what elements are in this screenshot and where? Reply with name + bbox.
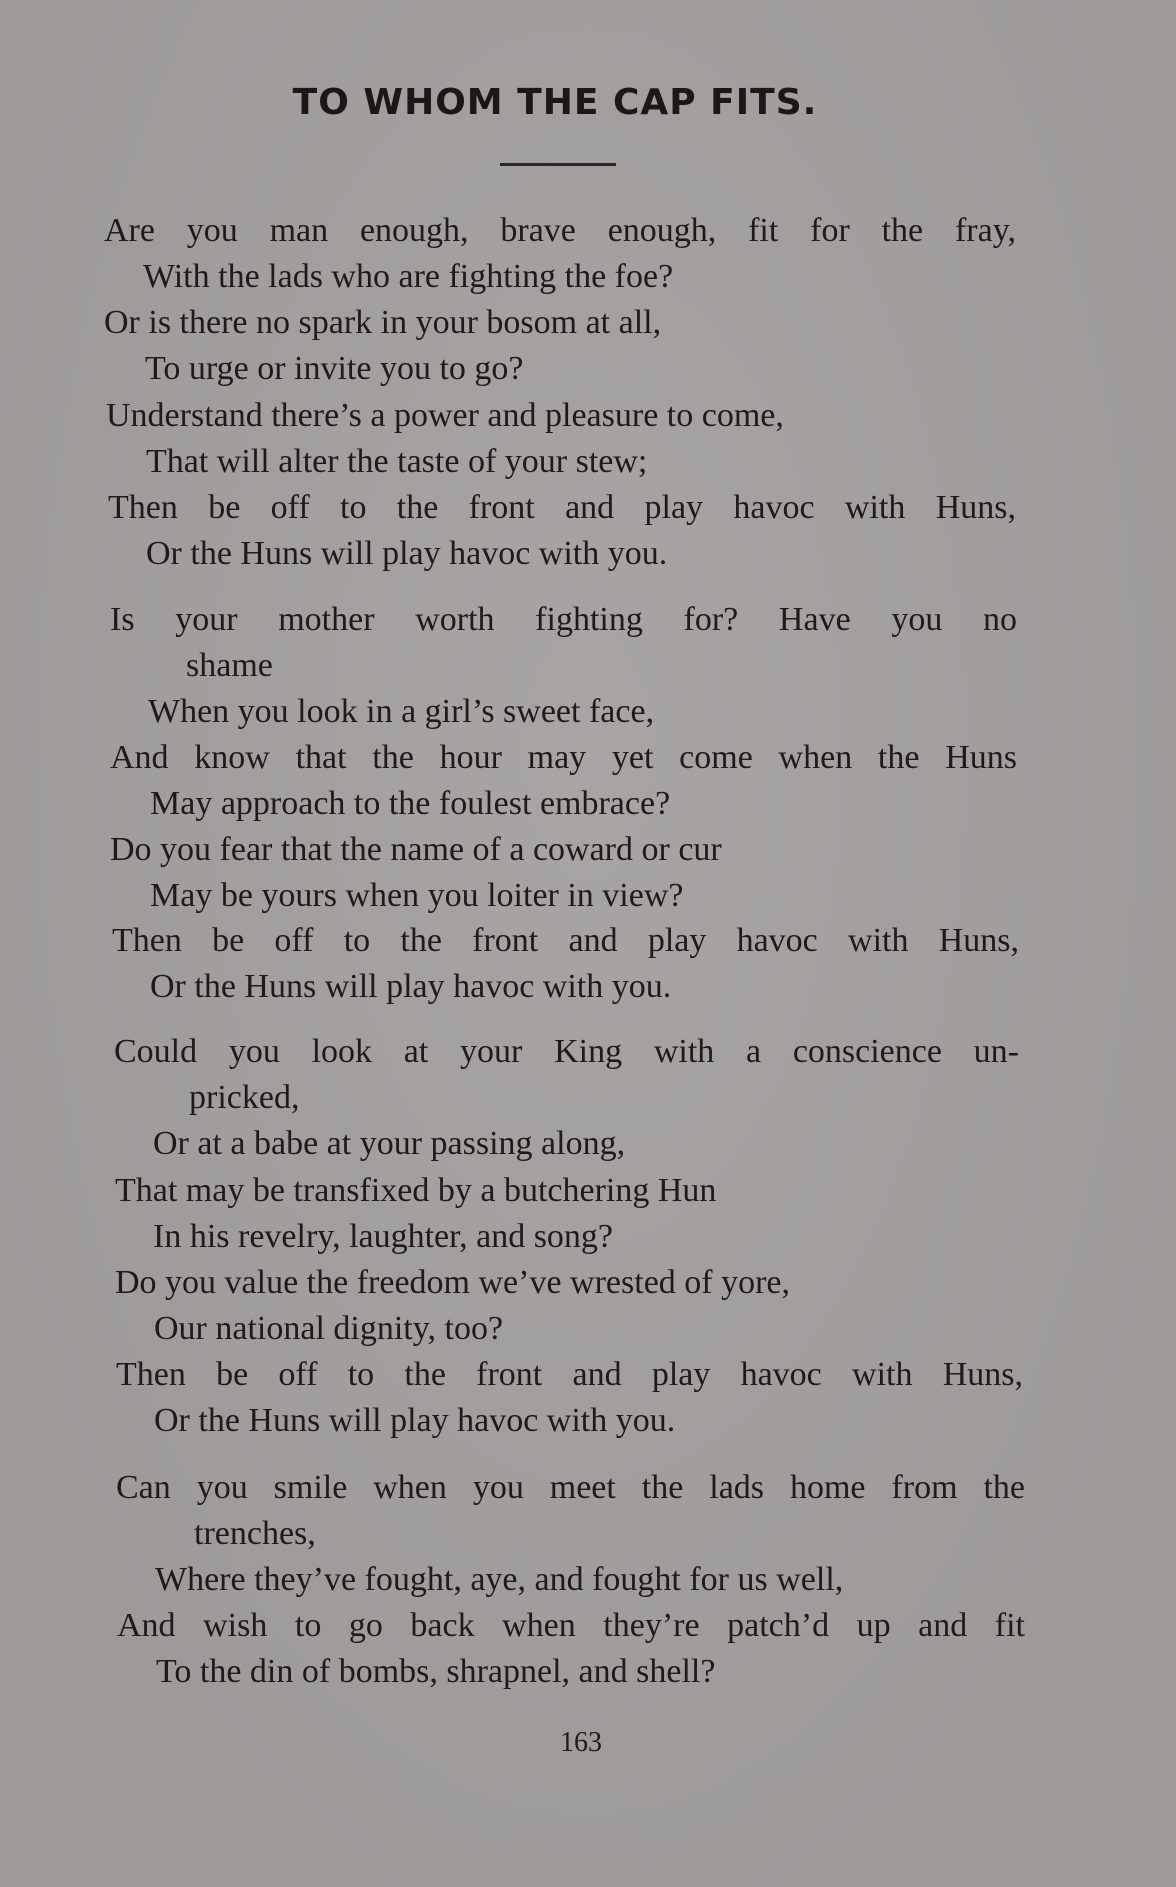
poem-line: Do you fear that the name of a coward or cur — [110, 831, 722, 868]
poem-line: Could you look at your King with a conscience un- — [114, 1033, 1019, 1070]
poem-line: May approach to the foulest embrace? — [150, 785, 671, 822]
poem-line: To the din of bombs, shrapnel, and shell? — [156, 1653, 716, 1690]
poem-line: Or the Huns will play havoc with you. — [146, 535, 668, 572]
poem-line: Or the Huns will play havoc with you. — [150, 968, 672, 1005]
poem-line: Then be off to the front and play havoc with Huns, — [112, 922, 1019, 959]
poem-line: Are you man enough, brave enough, fit for the fray, — [104, 212, 1016, 249]
poem-line: With the lads who are fighting the foe? — [143, 258, 674, 295]
poem-line: Is your mother worth fighting for? Have you no — [110, 601, 1017, 638]
poem-line: May be yours when you loiter in view? — [150, 877, 684, 914]
poem-line: Then be off to the front and play havoc with Huns, — [108, 489, 1016, 526]
poem-line: To urge or invite you to go? — [145, 350, 524, 387]
poem-line: That will alter the taste of your stew; — [146, 443, 648, 480]
poem-line: In his revelry, laughter, and song? — [153, 1218, 614, 1255]
poem-line: Or the Huns will play havoc with you. — [154, 1402, 676, 1439]
poem-line: And know that the hour may yet come when the Huns — [110, 739, 1017, 776]
poem-line: That may be transfixed by a butchering Hun — [115, 1172, 717, 1209]
poem-line: Then be off to the front and play havoc with Huns, — [116, 1356, 1023, 1393]
poem-line: pricked, — [189, 1079, 300, 1116]
poem-line: Do you value the freedom we’ve wrested of yore, — [115, 1264, 791, 1301]
poem-line: Can you smile when you meet the lads home from the — [116, 1469, 1025, 1506]
poem-line: And wish to go back when they’re patch’d up and fit — [117, 1607, 1025, 1644]
poem-line: Our national dignity, too? — [154, 1310, 504, 1347]
poem-line: trenches, — [194, 1515, 316, 1552]
poem-line: Or is there no spark in your bosom at all, — [104, 304, 662, 341]
poem-line: shame — [186, 647, 273, 684]
poem-line: When you look in a girl’s sweet face, — [148, 693, 655, 730]
title-divider — [500, 163, 616, 166]
page-number: 163 — [560, 1727, 602, 1758]
poem-title: TO WHOM THE CAP FITS. — [292, 82, 818, 123]
poem-line: Or at a babe at your passing along, — [153, 1125, 626, 1162]
poem-line: Where they’ve fought, aye, and fought for us well, — [155, 1561, 844, 1598]
poem-line: Understand there’s a power and pleasure to come, — [106, 397, 784, 434]
